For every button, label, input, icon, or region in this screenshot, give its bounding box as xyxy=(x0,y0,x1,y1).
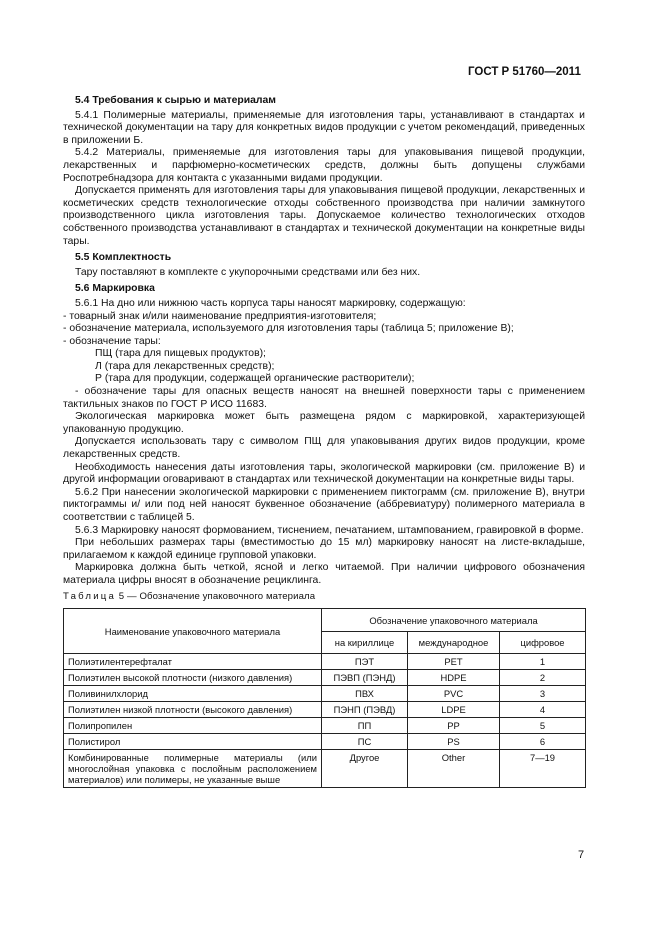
page-content xyxy=(63,95,585,788)
cell-international: PVC xyxy=(408,686,500,702)
cell-international: Other xyxy=(408,750,500,788)
paragraph-small-containers: При небольших размерах тары (вместимостью до 15 мл) маркировку наносят на листе-вкладыше, прилагаемом к каждой единице групповой упаковки. xyxy=(63,537,585,561)
cell-name: Поливинилхлорид xyxy=(64,686,322,702)
paragraph-5-6-3: 5.6.3 Маркировку наносят формованием, тиснением, печатанием, штампованием, гравировкой в форме. xyxy=(75,524,584,536)
cell-cyrillic: ПЭТ xyxy=(322,654,408,670)
paragraph-5-4-1: 5.4.1 Полимерные материалы, применяемые для изготовления тары, устанавливают в стандартах и технической документации на тару для конкретных видов продукции с учетом рекомендаций, приведенных в приложении Б. xyxy=(63,109,585,146)
list-item-container-designation: - обозначение тары: xyxy=(63,335,161,347)
paragraph-5-6-1: 5.6.1 На дно или нижнюю часть корпуса тары наносят маркировку, содержащую: xyxy=(75,297,466,309)
cell-international: PET xyxy=(408,654,500,670)
header-digital: цифровое xyxy=(500,632,586,654)
cell-cyrillic: ПЭВП (ПЭНД) xyxy=(322,670,408,686)
list-item-hazardous: - обозначение тары для опасных веществ наносят на внешней поверхности тары с применением тактильных знаков по ГОСТ Р ИСО 11683. xyxy=(63,386,585,410)
cell-cyrillic: ПВХ xyxy=(322,686,408,702)
table-caption-text: 5 — Обозначение упаковочного материала xyxy=(118,590,316,602)
paragraph-5-6-2: 5.6.2 При нанесении экологической маркировки с применением пиктограмм (см. приложение В), внутри пиктограммы и/ или под ней наносят буквенное обозначение (аббревиатуру) полимерного материала в соответствии с таблицей 5. xyxy=(63,486,585,523)
list-item-trademark: - товарный знак и/или наименование предприятия-изготовителя; xyxy=(63,310,377,322)
paragraph-eco-marking: Экологическая маркировка может быть размещена рядом с маркировкой, характеризующей упакованную продукцию. xyxy=(63,411,585,435)
table-caption xyxy=(63,591,585,604)
section-heading-5-4: 5.4 Требования к сырью и материалам xyxy=(75,95,276,106)
sublist-item-medicine: Л (тара для лекарственных средств); xyxy=(95,360,275,372)
cell-digital: 2 xyxy=(500,670,586,686)
header-international: международное xyxy=(408,632,500,654)
table-row xyxy=(64,750,586,788)
sublist-item-food: ПЩ (тара для пищевых продуктов); xyxy=(95,348,266,360)
cell-digital: 6 xyxy=(500,734,586,750)
cell-cyrillic: ПС xyxy=(322,734,408,750)
cell-name: Полиэтилен высокой плотности (низкого давления) xyxy=(64,670,322,686)
cell-international: HDPE xyxy=(408,670,500,686)
paragraph-5-5: Тару поставляют в комплекте с укупорочными средствами или без них. xyxy=(75,266,421,278)
table-row xyxy=(64,702,586,718)
table-row xyxy=(64,734,586,750)
cell-digital: 3 xyxy=(500,686,586,702)
section-heading-5-6: 5.6 Маркировка xyxy=(75,283,155,295)
cell-cyrillic: ПП xyxy=(322,718,408,734)
sublist-item-solvents: Р (тара для продукции, содержащей органические растворители); xyxy=(95,373,415,385)
cell-name: Полиэтилентерефталат xyxy=(64,654,322,670)
cell-name: Комбинированные полимерные материалы (или многослойная упаковка с послойным расположением материалов) или полимеры, не указанные выше xyxy=(64,750,322,788)
document-code: ГОСТ Р 51760—2011 xyxy=(468,66,581,78)
cell-name: Полипропилен xyxy=(64,718,322,734)
cell-international: PS xyxy=(408,734,500,750)
cell-digital: 5 xyxy=(500,718,586,734)
cell-cyrillic: Другое xyxy=(322,750,408,788)
table-row xyxy=(64,670,586,686)
paragraph-legibility: Маркировка должна быть четкой, ясной и легко читаемой. При наличии цифрового обозначения материала цифры вносят в обозначение рециклинга. xyxy=(63,562,585,586)
cell-digital: 7—19 xyxy=(500,750,586,788)
header-cyrillic: на кириллице xyxy=(322,632,408,654)
cell-cyrillic: ПЭНП (ПЭВД) xyxy=(322,702,408,718)
table-caption-word: Таблица xyxy=(63,590,117,602)
list-item-material: - обозначение материала, используемого для изготовления тары (таблица 5; приложение В); xyxy=(63,323,514,335)
table-row xyxy=(64,686,586,702)
table-row xyxy=(64,718,586,734)
paragraph-date-necessity: Необходимость нанесения даты изготовления тары, экологической маркировки (см. приложение В) и другой информации оговаривают в стандартах или технической документации на конкретные виды тары. xyxy=(63,461,585,486)
table-row xyxy=(64,654,586,670)
paragraph-pshch-symbol: Допускается использовать тару с символом ПЩ для упаковывания других видов продукции, кроме лекарственных средств. xyxy=(63,436,585,461)
header-designation-group: Обозначение упаковочного материала xyxy=(322,609,586,632)
cell-international: LDPE xyxy=(408,702,500,718)
cell-digital: 4 xyxy=(500,702,586,718)
cell-name: Полистирол xyxy=(64,734,322,750)
page-number: 7 xyxy=(578,849,585,861)
cell-international: PP xyxy=(408,718,500,734)
header-material-name: Наименование упаковочного материала xyxy=(64,609,322,654)
section-heading-5-5: 5.5 Комплектность xyxy=(75,252,172,264)
table-header-row xyxy=(64,609,586,632)
paragraph-5-4-2-cont: Допускается применять для изготовления тары для упаковывания пищевой продукции, лекарственных и косметических средств технологические отходы собственного производства при наличии замкнутого производственного цикла изготовления тары. Допускаемое количество технологических отходов собственного производства устанавливают в стандартах и технической документации на конкретные виды тары. xyxy=(63,185,585,247)
cell-name: Полиэтилен низкой плотности (высокого давления) xyxy=(64,702,322,718)
paragraph-5-4-2: 5.4.2 Материалы, применяемые для изготовления тары для упаковывания пищевой продукции, лекарственных и парфюмерно-косметических средств, должны быть допущены службами Роспотребнадзора для контакта с указанными видами продукции. xyxy=(63,147,585,184)
cell-digital: 1 xyxy=(500,654,586,670)
material-designation-table xyxy=(63,608,586,788)
